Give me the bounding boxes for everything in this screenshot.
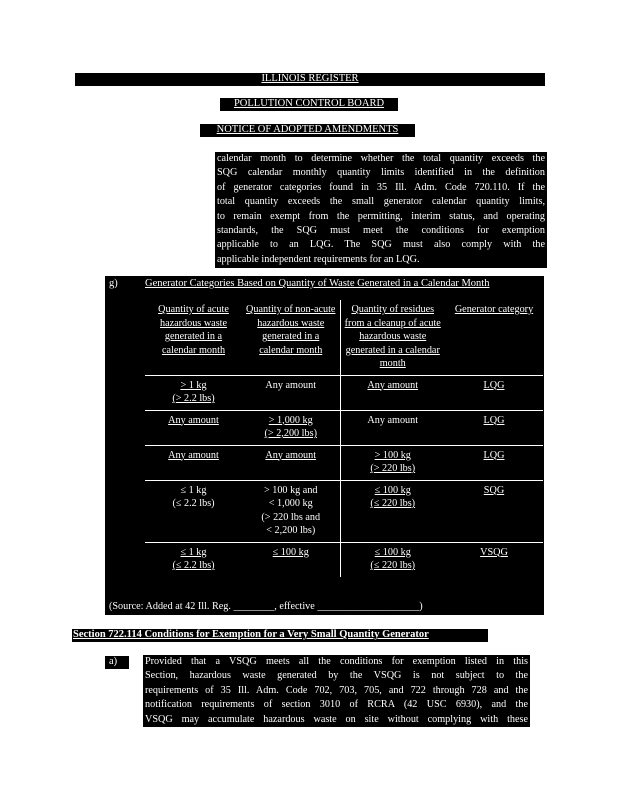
cell-acute: Any amount — [145, 410, 242, 445]
table-row — [145, 410, 543, 445]
cell-acute: ≤ 1 kg (≤ 2.2 lbs) — [145, 542, 242, 577]
table-row — [145, 542, 543, 577]
cell-residues: > 100 kg (> 220 lbs) — [340, 445, 445, 480]
cell-non-acute: Any amount — [242, 375, 340, 410]
cell-category: SQG — [445, 480, 543, 542]
table-row — [145, 480, 543, 542]
paragraph-line: SQG calendar monthly quantity limits identified in the definition — [217, 167, 545, 179]
paragraph-line: Section, hazardous waste generated by the VSQG is not subject to the — [145, 670, 528, 682]
col-header-residues: Quantity of residues from a cleanup of acute hazardous waste generated in a calendar month — [340, 300, 445, 375]
cell-non-acute: > 100 kg and < 1,000 kg (> 220 lbs and < 2,200 lbs) — [242, 480, 340, 542]
source-note: (Source: Added at 42 Ill. Reg. ________, effective ____________________) — [109, 601, 423, 612]
table-row — [145, 375, 543, 410]
paragraph-line: of generator categories found in 35 Ill. Adm. Code 720.110. If the — [217, 181, 545, 193]
col-header-category: Generator category — [454, 304, 534, 315]
table-row — [145, 445, 543, 480]
cell-residues: ≤ 100 kg (≤ 220 lbs) — [340, 542, 445, 577]
paragraph-line: calendar month to determine whether the total quantity exceeds the — [217, 153, 545, 164]
table-title: Generator Categories Based on Quantity of Waste Generated in a Calendar Month — [145, 278, 490, 289]
paragraph-line: Provided that a VSQG meets all the conditions for exemption listed in this — [145, 656, 528, 667]
cell-acute: > 1 kg (> 2.2 lbs) — [145, 375, 242, 410]
notice-header — [200, 124, 415, 137]
cell-category: VSQG — [445, 542, 543, 577]
col-header-acute: Quantity of acute hazardous waste generated in a calendar month — [158, 304, 229, 356]
paragraph-line: standards, the SQG must meet the conditions for exemption — [217, 225, 545, 237]
cell-non-acute: > 1,000 kg (> 2,200 lbs) — [242, 410, 340, 445]
notice-title: NOTICE OF ADOPTED AMENDMENTS — [216, 124, 399, 135]
paragraph-line: notification requirements of section 3010 of RCRA (42 USC 6930), and the — [145, 699, 528, 711]
board-header — [220, 98, 398, 111]
paragraph-line: applicable independent requirements for an LQG. — [217, 253, 420, 265]
paragraph-line: applicable to an LQG. The SQG must also comply with the — [217, 239, 545, 251]
cell-residues: Any amount — [340, 410, 445, 445]
cell-category: LQG — [445, 445, 543, 480]
subsection-a-marker-bar — [105, 656, 129, 669]
table-header-row — [145, 300, 543, 375]
paragraph-line: VSQG may accumulate hazardous waste on site without complying with these — [145, 713, 528, 725]
section-heading: Section 722.114 Conditions for Exemption for a Very Small Quantity Generator — [73, 629, 429, 640]
subsection-g-marker: g) — [109, 278, 118, 289]
paragraph-line: to remain exempt from the permitting, interim status, and operating — [217, 210, 545, 222]
section-heading-bar — [72, 629, 488, 642]
cell-residues: Any amount — [340, 375, 445, 410]
col-header-non-acute: Quantity of non-acute hazardous waste generated in a calendar month — [246, 304, 336, 356]
cell-category: LQG — [445, 410, 543, 445]
register-header — [75, 73, 545, 86]
paragraph-line: total quantity exceeds the small generator calendar quantity limits, — [217, 196, 545, 208]
generator-categories-table — [145, 300, 543, 577]
subsection-a-paragraph — [143, 655, 530, 727]
cell-acute: ≤ 1 kg (≤ 2.2 lbs) — [145, 480, 242, 542]
cell-non-acute: ≤ 100 kg — [242, 542, 340, 577]
paragraph-line: requirements of 35 Ill. Adm. Code 702, 703, 705, and 722 through 728 and the — [145, 684, 528, 696]
subsection-a-marker: a) — [109, 656, 118, 667]
continuation-paragraph — [215, 152, 547, 268]
cell-non-acute: Any amount — [242, 445, 340, 480]
cell-acute: Any amount — [145, 445, 242, 480]
cell-category: LQG — [445, 375, 543, 410]
board-title: POLLUTION CONTROL BOARD — [233, 98, 385, 109]
register-title: ILLINOIS REGISTER — [261, 73, 359, 84]
cell-residues: ≤ 100 kg (≤ 220 lbs) — [340, 480, 445, 542]
